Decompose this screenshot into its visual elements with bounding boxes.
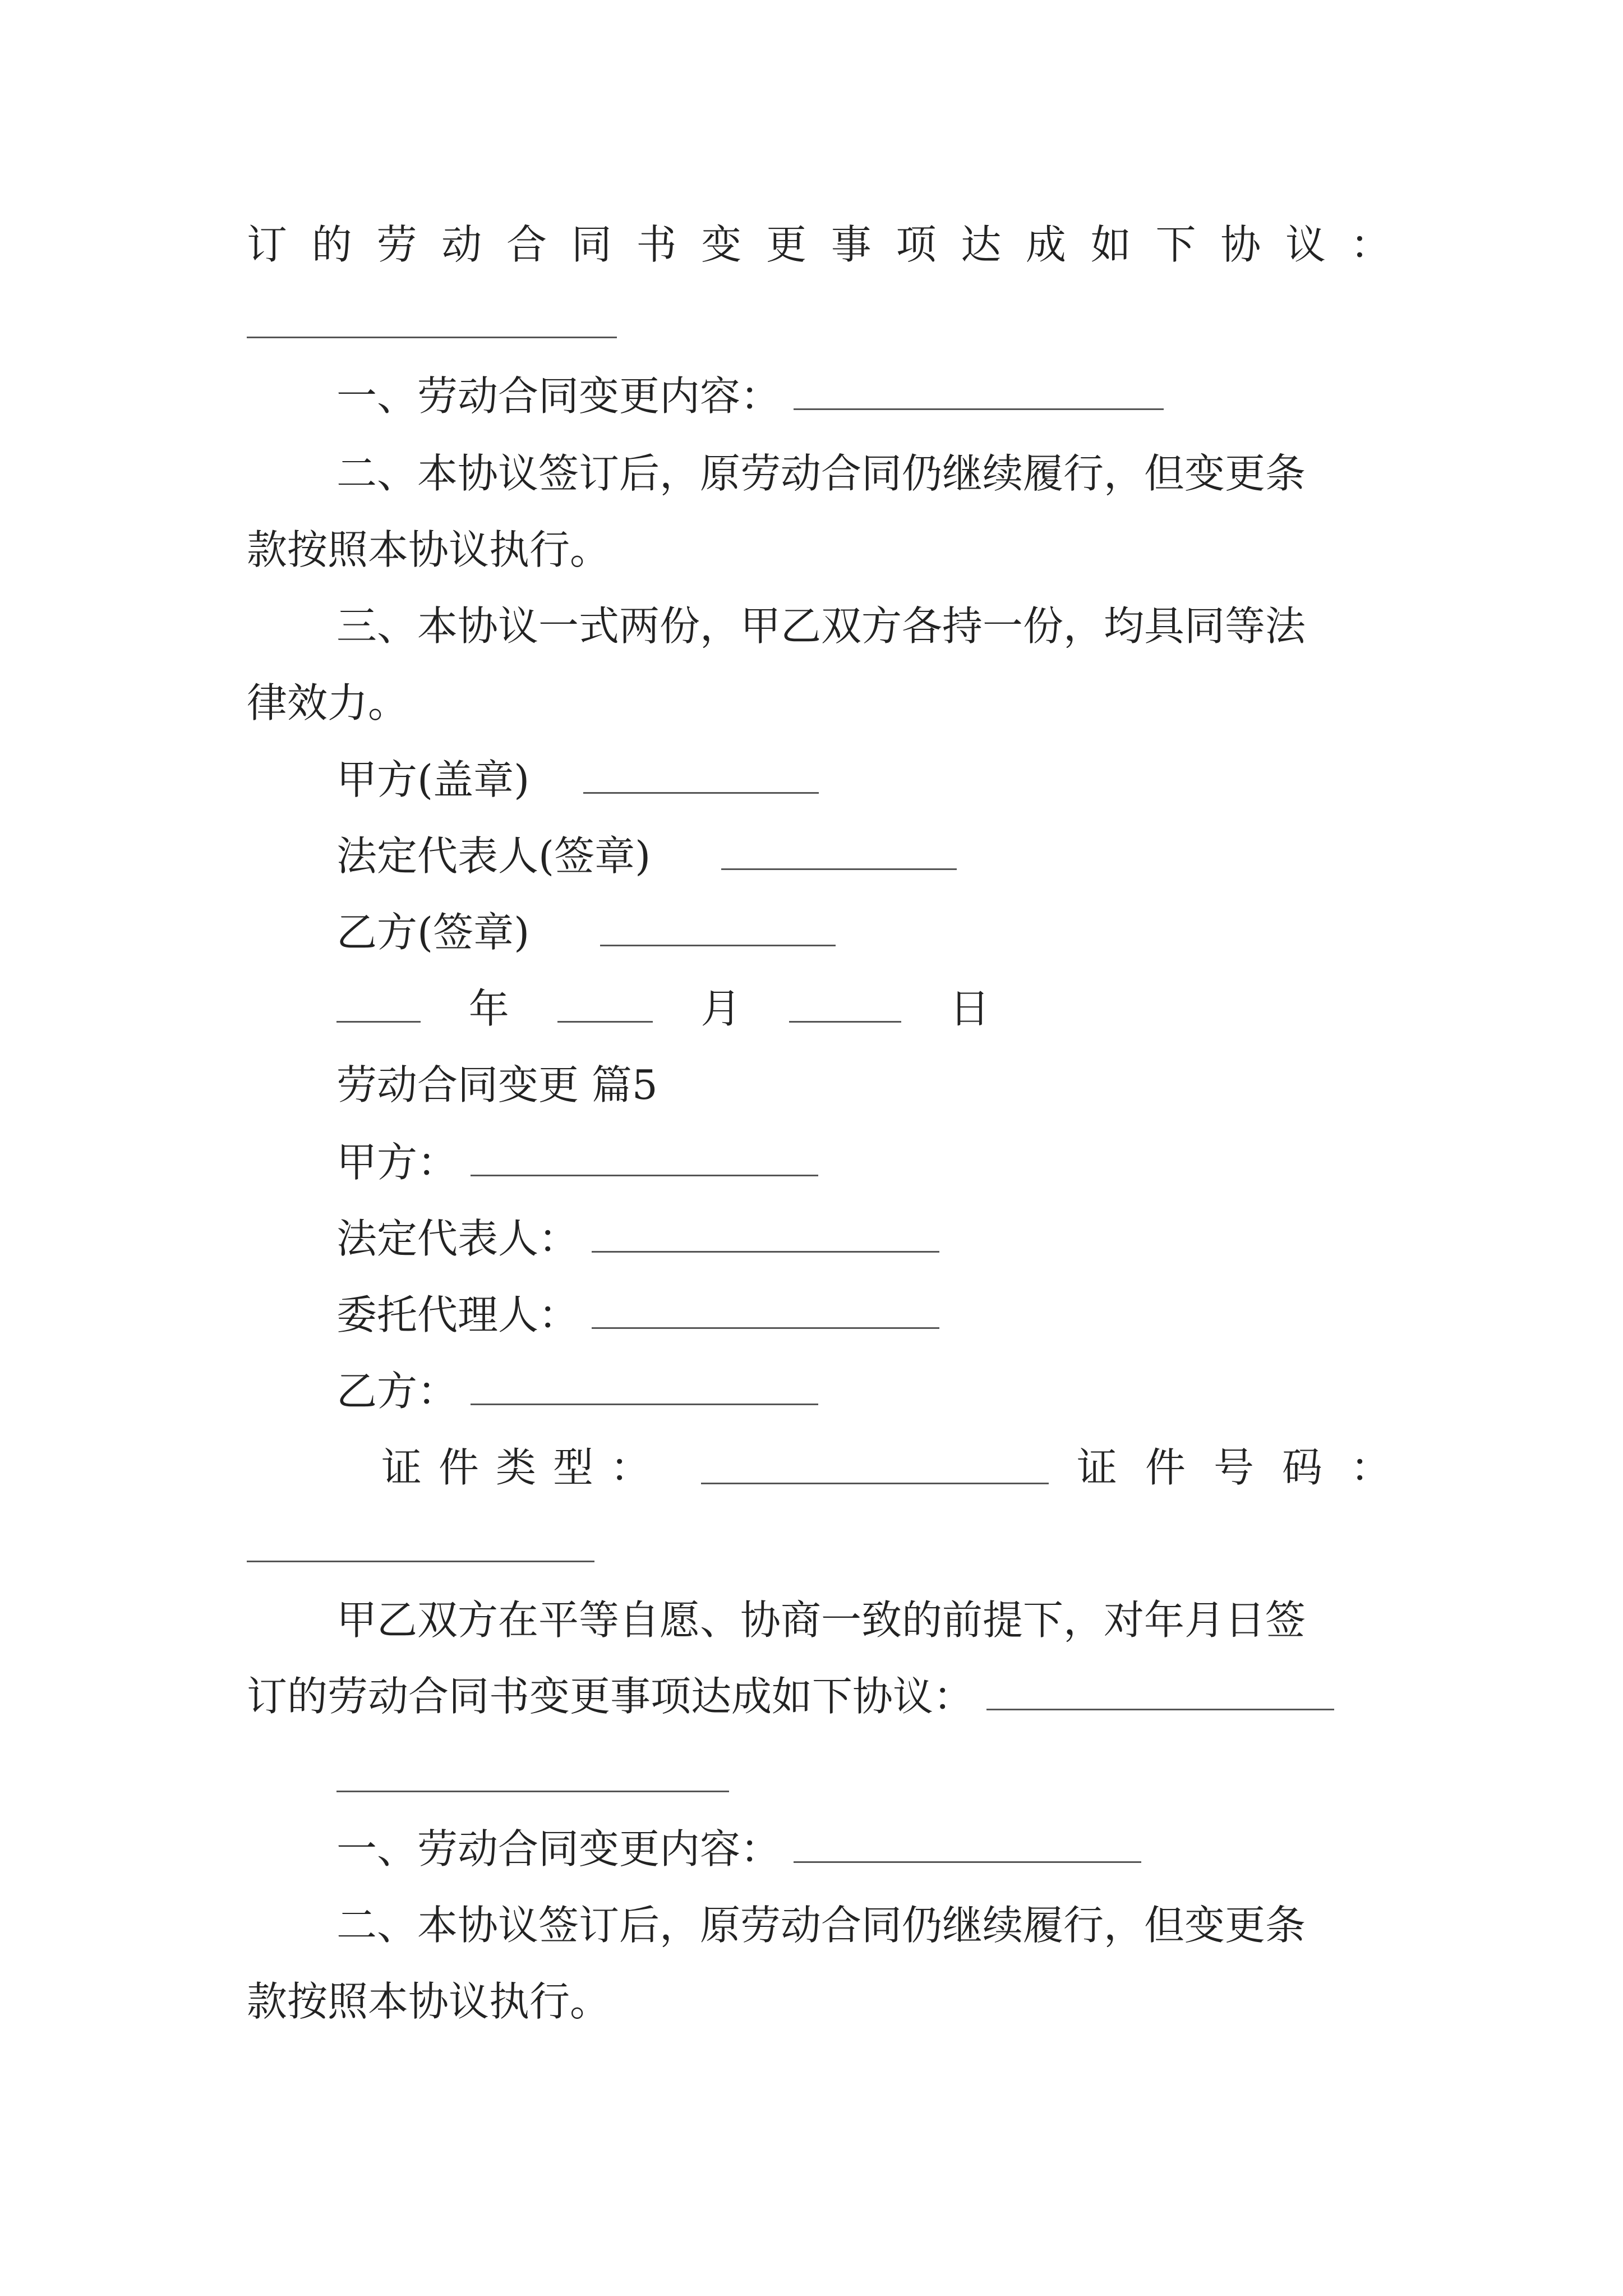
party-b-blank[interactable] — [471, 1404, 818, 1405]
party-b-sign-row — [336, 909, 836, 956]
party-b-label: 乙方： — [336, 1368, 458, 1415]
agent-blank[interactable] — [592, 1327, 939, 1329]
legal-rep-sign-label: 法定代表人(签章) — [336, 832, 651, 880]
day-label: 日 — [949, 985, 990, 1032]
legal-rep-blank[interactable] — [592, 1251, 939, 1253]
year-blank[interactable] — [336, 1021, 421, 1023]
section-title: 劳动合同变更 篇5 — [336, 1061, 658, 1108]
char: 合 — [506, 221, 547, 268]
agent-label: 委托代理人： — [336, 1291, 579, 1338]
party-a-row — [336, 1139, 818, 1186]
legal-rep-label: 法定代表人： — [336, 1215, 579, 1262]
id-number-blank[interactable] — [247, 1561, 594, 1562]
party-a-seal-row — [336, 756, 819, 803]
char: 动 — [441, 221, 482, 268]
item-3-line-1: 三、本协议一式两份，甲乙双方各持一份，均具同等法 — [336, 602, 1306, 650]
party-b-sign-label: 乙方(签章) — [336, 909, 530, 956]
month-label: 月 — [700, 985, 741, 1032]
id-row — [381, 1444, 1391, 1491]
agent-row — [336, 1291, 939, 1338]
char: 达 — [961, 221, 1002, 268]
item-1-repeat — [336, 1825, 1141, 1872]
party-a-label: 甲方： — [336, 1139, 458, 1186]
item-1-repeat-text: 一、劳动合同变更内容： — [336, 1825, 781, 1872]
agreement-intro-line — [247, 221, 1391, 268]
char: 劳 — [376, 221, 417, 268]
char: ： — [1350, 221, 1391, 268]
blank-line[interactable] — [600, 945, 836, 946]
char: 订 — [247, 221, 288, 268]
blank-line[interactable] — [247, 337, 617, 338]
item-1 — [336, 372, 1164, 420]
party-a-blank[interactable] — [471, 1175, 818, 1176]
char: 项 — [896, 221, 937, 268]
para-line-2-text: 订的劳动合同书变更事项达成如下协议： — [247, 1673, 974, 1720]
id-number-label: 证 件 号 码 ： — [1077, 1444, 1391, 1491]
legal-rep-row — [336, 1215, 939, 1262]
char: 同 — [571, 221, 612, 268]
char: 协 — [1220, 221, 1261, 268]
year-label: 年 — [468, 985, 509, 1032]
blank-line[interactable] — [986, 1709, 1334, 1710]
blank-line[interactable] — [583, 792, 819, 794]
para-line-1: 甲乙双方在平等自愿、协商一致的前提下，对年月日签 — [336, 1596, 1306, 1644]
blank-line[interactable] — [336, 1791, 729, 1792]
item-2-repeat-line-2: 款按照本协议执行。 — [247, 1978, 611, 2025]
char: 如 — [1090, 221, 1131, 268]
char: 变 — [701, 221, 742, 268]
item-2-line-1: 二、本协议签订后，原劳动合同仍继续履行，但变更条 — [336, 450, 1306, 497]
id-type-label: 证 件 类 型 ： — [381, 1444, 651, 1491]
item-2-line-2: 款按照本协议执行。 — [247, 526, 611, 573]
char: 的 — [311, 221, 352, 268]
item-1-text: 一、劳动合同变更内容： — [336, 372, 781, 420]
para-line-2 — [247, 1673, 1334, 1720]
char: 议 — [1285, 221, 1326, 268]
party-a-seal-label: 甲方(盖章) — [336, 756, 530, 803]
char: 更 — [766, 221, 807, 268]
item-2-repeat-line-1: 二、本协议签订后，原劳动合同仍继续履行，但变更条 — [336, 1902, 1306, 1949]
month-blank[interactable] — [557, 1021, 653, 1023]
blank-line[interactable] — [794, 408, 1164, 410]
id-type-blank[interactable] — [701, 1483, 1049, 1484]
char: 成 — [1026, 221, 1067, 268]
day-blank[interactable] — [789, 1021, 901, 1023]
char: 书 — [636, 221, 677, 268]
char: 事 — [831, 221, 872, 268]
blank-line[interactable] — [794, 1861, 1141, 1863]
party-b-row — [336, 1368, 818, 1415]
char: 下 — [1155, 221, 1196, 268]
item-3-line-2: 律效力。 — [247, 679, 409, 726]
date-row — [336, 985, 990, 1032]
blank-line[interactable] — [721, 868, 957, 870]
legal-rep-sign-row — [336, 832, 957, 880]
